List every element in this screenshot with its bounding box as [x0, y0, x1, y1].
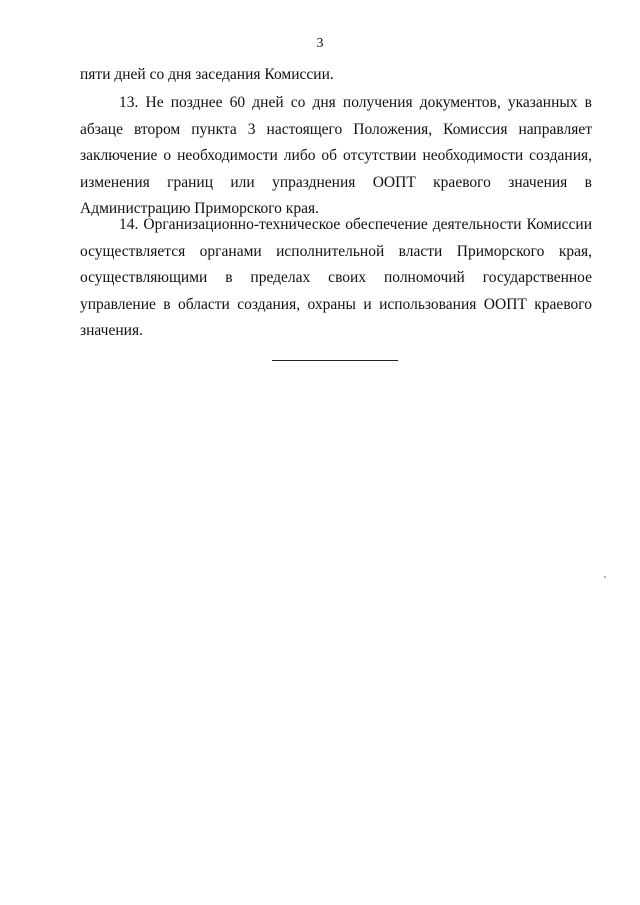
end-separator-line	[272, 360, 398, 361]
paragraph-item-14	[80, 212, 592, 345]
paragraph-text: пяти дней со дня заседания Комиссии.	[80, 66, 334, 83]
paragraph-text: 14. Организационно-техническое обеспечение деятельности Комиссии осуществляется органами исполнительной власти Приморского края, осуществляющими в пределах своих полномочий государственное управление в области создания, охраны и использования ООПТ краевого значения.	[80, 216, 592, 339]
paragraph-item-13	[80, 90, 592, 223]
page-number: 3	[316, 36, 324, 51]
paragraph-text: 13. Не позднее 60 дней со дня получения документов, указанных в абзаце втором пункта 3 настоящего Положения, Комиссия направляет заключение о необходимости либо об отсутствии необходимости создания, изменения границ или упразднения ООПТ краевого значения в Администрацию Приморского края.	[80, 94, 592, 217]
paragraph-continuation	[80, 62, 592, 89]
scan-speck	[604, 576, 606, 578]
